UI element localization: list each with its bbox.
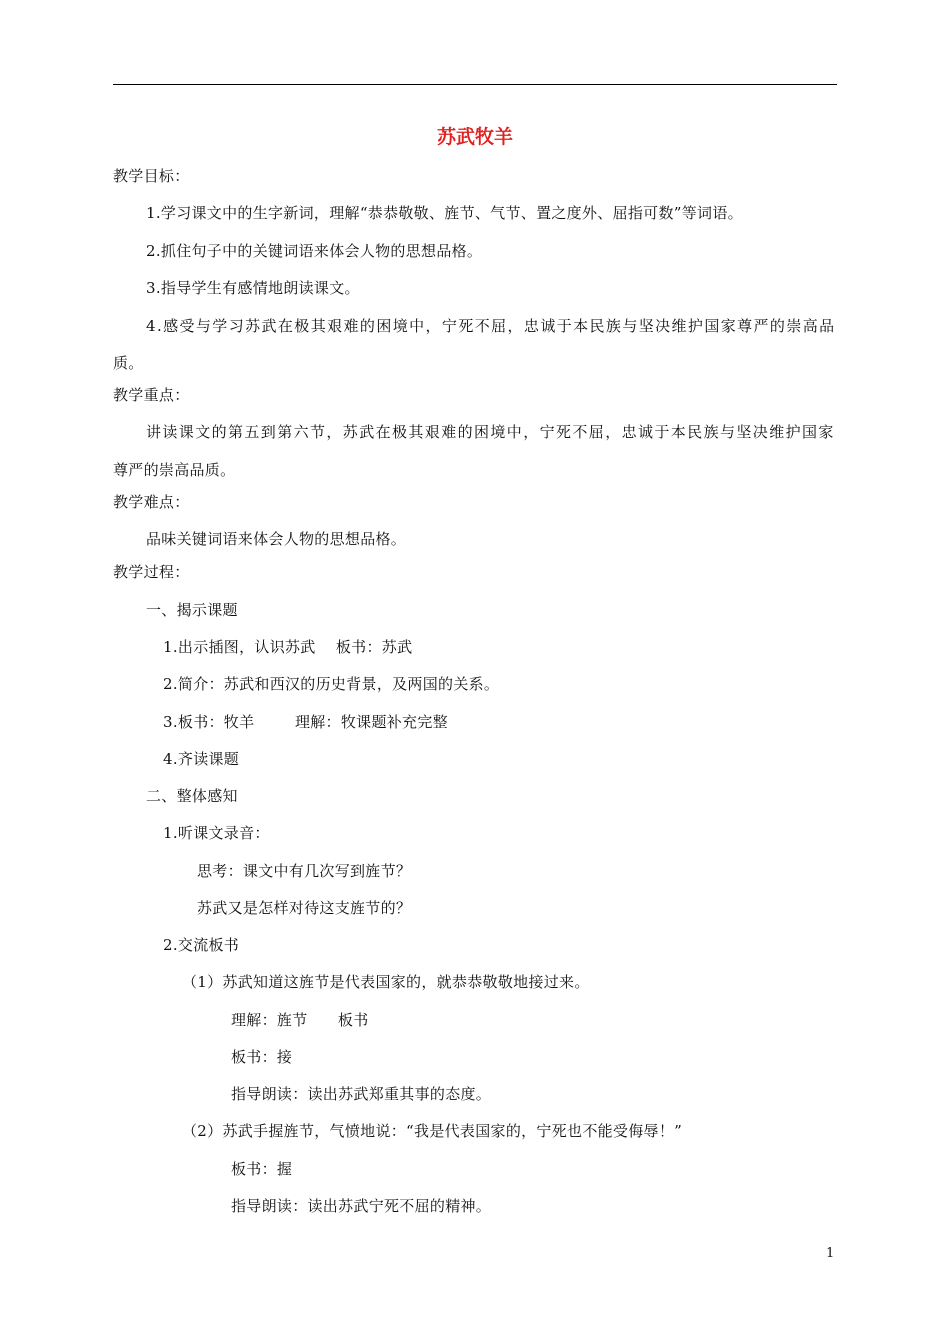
question-1: 思考：课文中有几次写到旌节？ bbox=[197, 862, 412, 880]
exchange-item-1-board: 板书：接 bbox=[231, 1048, 293, 1066]
process-step-1-3: 3.板书：牧羊 理解：牧课题补充完整 bbox=[163, 713, 448, 731]
header-rule bbox=[113, 84, 837, 85]
objective-item-3: 3.指导学生有感情地朗读课文。 bbox=[146, 279, 360, 297]
exchange-item-2-board: 板书：握 bbox=[231, 1160, 293, 1178]
difficulty-text: 品味关键词语来体会人物的思想品格。 bbox=[146, 530, 407, 548]
exchange-item-1: （1）苏武知道这旌节是代表国家的，就恭恭敬敬地接过来。 bbox=[182, 973, 590, 991]
process-step-1-2: 2.简介：苏武和西汉的历史背景，及两国的关系。 bbox=[163, 675, 500, 693]
section-heading-process: 教学过程： bbox=[113, 563, 190, 581]
exchange-item-2: （2）苏武手握旌节，气愤地说：“我是代表国家的，宁死也不能受侮辱！” bbox=[182, 1122, 683, 1140]
process-part-1-heading: 一、揭示课题 bbox=[146, 601, 238, 619]
process-step-2-2: 2.交流板书 bbox=[163, 936, 240, 954]
question-2: 苏武又是怎样对待这支旌节的？ bbox=[197, 899, 412, 917]
process-step-2-1: 1.听课文录音： bbox=[163, 824, 270, 842]
exchange-item-1-reading: 指导朗读：读出苏武郑重其事的态度。 bbox=[231, 1085, 492, 1103]
section-heading-objectives: 教学目标： bbox=[113, 167, 190, 185]
objective-item-2: 2.抓住句子中的关键词语来体会人物的思想品格。 bbox=[146, 242, 483, 260]
key-points-text: 讲读课文的第五到第六节，苏武在极其艰难的困境中，宁死不屈，忠诚于本民族与坚决维护国家 bbox=[146, 423, 835, 441]
objective-item-4: 4.感受与学习苏武在极其艰难的困境中，宁死不屈，忠诚于本民族与坚决维护国家尊严的崇高品 bbox=[146, 317, 836, 335]
section-heading-difficulty: 教学难点： bbox=[113, 493, 190, 511]
process-part-2-heading: 二、整体感知 bbox=[146, 787, 238, 805]
objective-item-1: 1.学习课文中的生字新词，理解“恭恭敬敬、旌节、气节、置之度外、屈指可数”等词语。 bbox=[146, 204, 743, 222]
objective-item-4-cont: 质。 bbox=[113, 354, 144, 372]
document-title: 苏武牧羊 bbox=[436, 126, 513, 148]
exchange-item-2-reading: 指导朗读：读出苏武宁死不屈的精神。 bbox=[231, 1197, 492, 1215]
process-step-1-1: 1.出示插图，认识苏武 板书：苏武 bbox=[163, 638, 413, 656]
section-heading-key-points: 教学重点： bbox=[113, 386, 190, 404]
process-step-1-4: 4.齐读课题 bbox=[163, 750, 240, 768]
exchange-item-1-understand: 理解：旌节 板书 bbox=[231, 1011, 369, 1029]
page-number: 1 bbox=[826, 1246, 835, 1261]
key-points-text-cont: 尊严的崇高品质。 bbox=[113, 461, 236, 479]
